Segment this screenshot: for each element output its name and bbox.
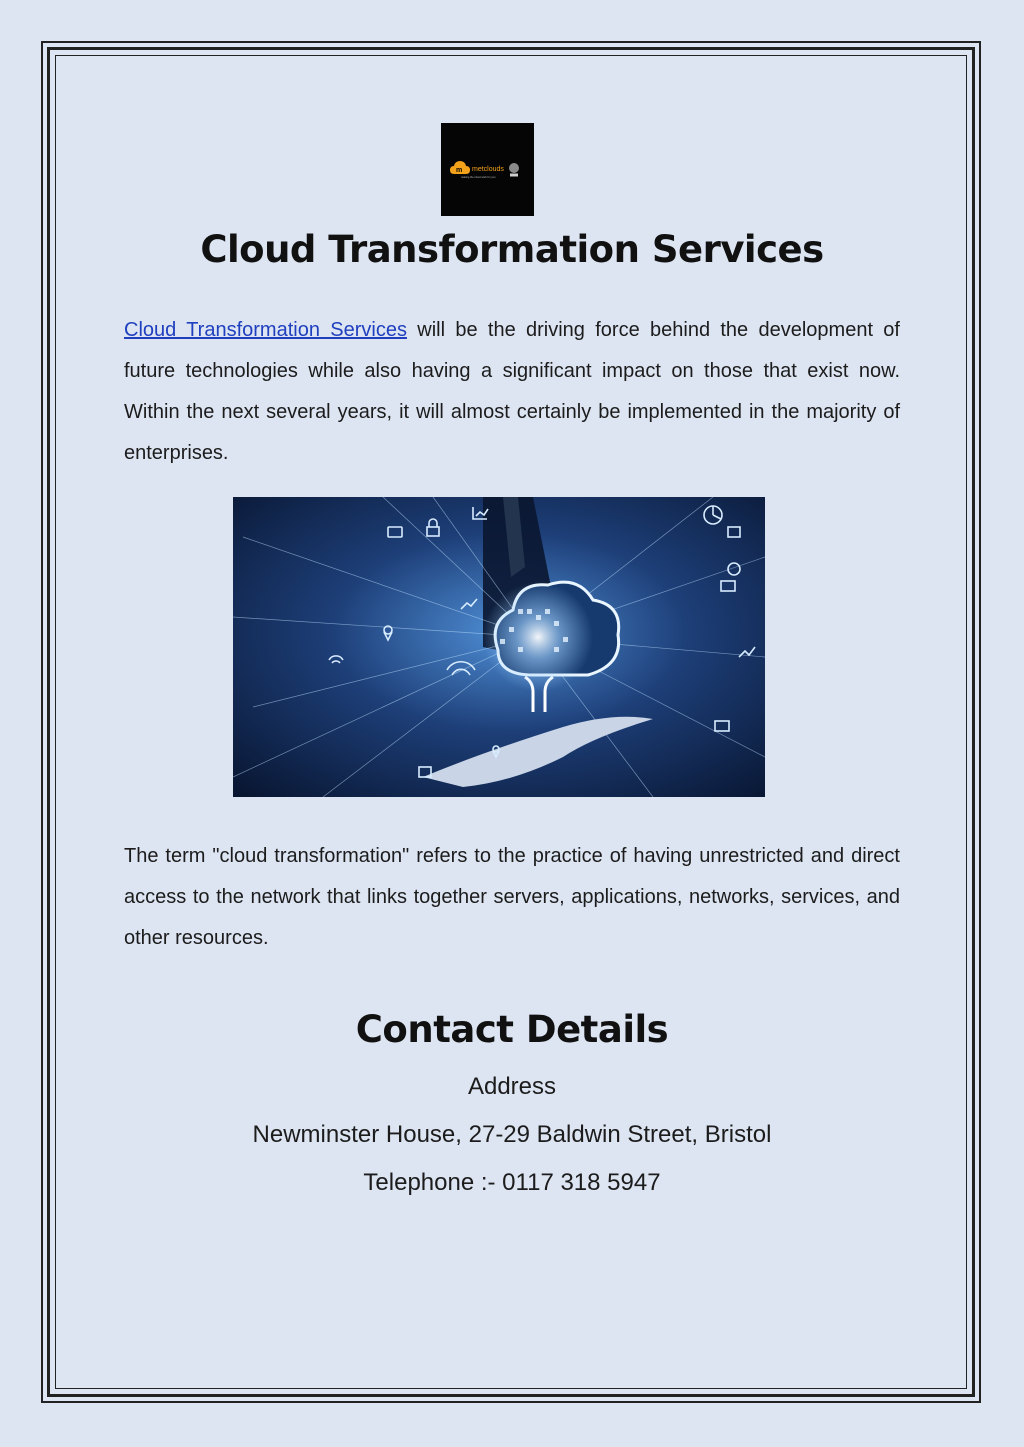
logo-tagline: making the cloud work for you [460,175,495,179]
intro-text: will be the driving force behind the development of future technologies while also having a significant impact on those that exist now. Within the next several years, it will almost certainly be implemented in the majority of enterprises. [124,319,900,464]
address-value: Newminster House, 27-29 Baldwin Street, Bristol [252,1121,772,1148]
contact-title: Contact Details [355,1008,669,1051]
cloud-logo-icon [448,155,528,185]
definition-paragraph: The term "cloud transformation" refers to the practice of having unrestricted and direct access to the network that links together servers, applications, networks, services, and other resources. [124,845,900,949]
address-label: Address [467,1073,557,1100]
company-logo [441,123,534,216]
hero-image [233,497,765,797]
svg-text:m: m [455,166,462,174]
intro-paragraph [124,310,900,474]
cloud-network-illustration [233,497,765,797]
telephone: Telephone :- 0117 318 5947 [363,1169,661,1196]
page-title: Cloud Transformation Services [200,228,824,271]
logo-brand-text: metclouds [471,165,504,173]
cloud-transformation-link[interactable]: Cloud Transformation Services [124,319,407,341]
